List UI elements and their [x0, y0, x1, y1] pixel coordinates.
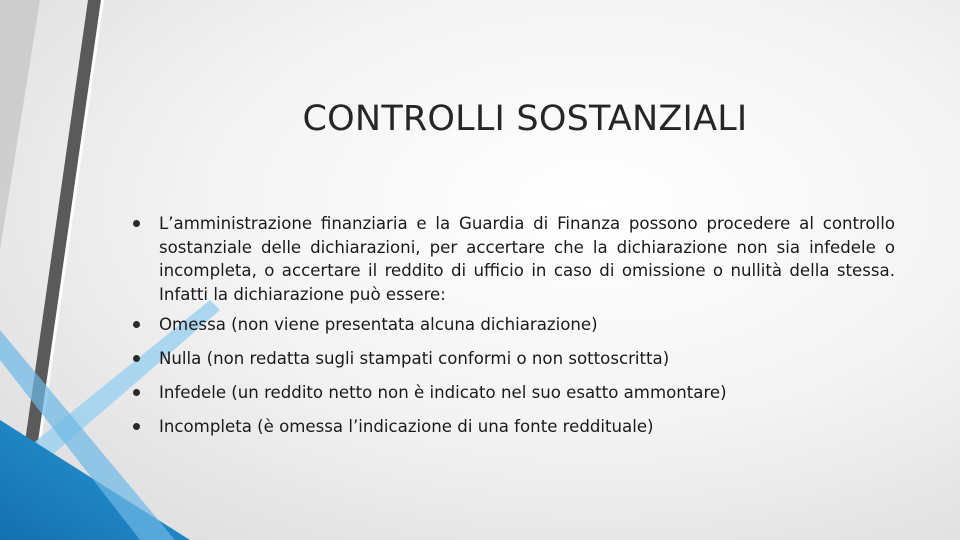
bullet-list [130, 212, 895, 449]
bullet-text: Infedele (un reddito netto non è indicato nel suo esatto ammontare) [159, 383, 727, 402]
bullet-dot-icon [133, 355, 140, 362]
bullet-item-incompleta [130, 415, 895, 439]
bullet-item-intro [130, 212, 895, 306]
stripe-light-gray [0, 0, 40, 250]
bullet-item-infedele [130, 381, 895, 405]
bullet-item-omessa [130, 313, 895, 337]
bullet-item-nulla [130, 347, 895, 371]
bullet-dot-icon [133, 423, 140, 430]
slide-title: CONTROLLI SOSTANZIALI [302, 99, 748, 139]
bullet-dot-icon [133, 321, 140, 328]
bullet-text: Nulla (non redatta sugli stampati conformi o non sottoscritta) [159, 349, 670, 368]
bullet-text: L’amministrazione finanziaria e la Guardia di Finanza possono procedere al controllo sostanziale delle dichiarazioni, per accertare che la dichiarazione non sia infedele o incompleta, o accertare il reddito di ufficio in caso di omissione o nullità della stessa. Infatti la dichiarazione può essere: [159, 214, 895, 304]
bullet-dot-icon [133, 220, 140, 227]
bullet-dot-icon [133, 389, 140, 396]
bullet-text: Incompleta (è omessa l’indicazione di una fonte reddituale) [159, 417, 654, 436]
bullet-text: Omessa (non viene presentata alcuna dichiarazione) [159, 315, 598, 334]
